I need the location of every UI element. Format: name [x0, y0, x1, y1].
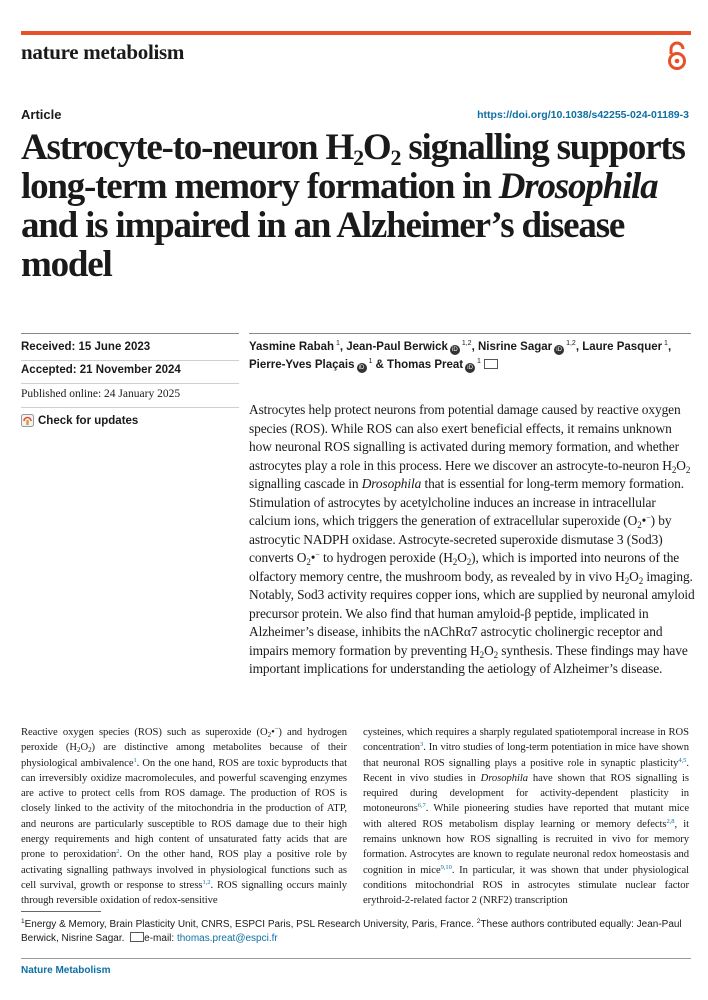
footer-journal[interactable]: Nature Metabolism: [21, 965, 111, 976]
affiliation-marker: 1: [334, 340, 340, 347]
orcid-icon[interactable]: iD: [357, 363, 367, 373]
divider: [21, 383, 239, 384]
journal-name[interactable]: nature metabolism: [21, 40, 185, 64]
author-name[interactable]: Thomas Preat: [387, 359, 464, 371]
doi-link[interactable]: https://doi.org/10.1038/s42255-024-01189-3: [477, 109, 689, 121]
header-accent-bar: [21, 31, 691, 35]
check-for-updates-button[interactable]: [21, 414, 138, 427]
author-name[interactable]: Pierre-Yves Plaçais: [249, 359, 355, 371]
email-icon: [130, 932, 144, 942]
author-list: Yasmine Rabah $^1$, Jean-Paul Berwick iD $^{1,2}$, Nisrine Sagar iD $^{1,2}$, Laure Pasquer $^1$, Pierre-Yves Plaçais iD $^1$ & Thomas Preat iD $^1$: [249, 340, 672, 371]
orcid-icon[interactable]: iD: [450, 345, 460, 355]
check-updates-icon: [21, 414, 34, 427]
affiliations-footnote: $^1$Energy & Memory, Brain Plasticity Unit, CNRS, ESPCI Paris, PSL Research University, Paris, France. $^2$These authors contributed equally: Jean-Paul Berwick, Nisrine Sagar. e-mail: thomas.preat@espci.fr: [21, 918, 682, 944]
divider: [21, 333, 239, 334]
email-link[interactable]: thomas.preat@espci.fr: [176, 933, 278, 944]
received-date: Received: 15 June 2023: [21, 341, 151, 353]
divider: [21, 407, 239, 408]
accepted-date: Accepted: 21 November 2024: [21, 364, 181, 376]
author-name[interactable]: Jean-Paul Berwick: [346, 341, 448, 353]
affiliation-marker: 1: [662, 340, 668, 347]
divider: [21, 360, 239, 361]
body-column-1: Reactive oxygen species (ROS) such as superoxide $(O_2•^-)$ and hydrogen peroxide $(H_2O_2)$ are distinctive among metabolites because of their physiological ambivalence$^1$. On the one hand, ROS are toxic byproducts that can irreversibly oxidize macromolecules, and powerful scavenging enzymes are active to protect cells from ROS damage. The production of ROS is closely linked to the activity of the mitochondria in the production of ATP, and neurons are particularly susceptible to ROS damage due to their high energy requirements and high content of unsaturated fatty acids that are prone to peroxidation$^2$. On the other hand, ROS play a positive role by activating signalling pathways involved in physiological functions such as cell survival, growth or response to stress$^{1,2}$. ROS signalling occurs mainly through reversible oxidation of redox-sensitive: [21, 726, 348, 907]
orcid-icon[interactable]: iD: [465, 363, 475, 373]
article-type: Article: [21, 107, 62, 122]
footnote-divider: [21, 911, 101, 912]
email-icon[interactable]: [484, 359, 498, 369]
affiliation-marker: 1: [475, 358, 481, 365]
author-name[interactable]: Laure Pasquer: [582, 341, 663, 353]
body-column-2: cysteines, which requires a sharply regulated spatiotemporal increase in ROS concentration$^3$. In vitro studies of long-term potentiation in mice have shown that neuronal ROS signalling plays a positive role in synaptic plasticity$^{4,5}$. Recent in vivo studies in Drosophila have shown that ROS signalling is required during development for activity-dependent plasticity in motoneurons$^{6,7}$. While pioneering studies have reported that mutant mice with altered ROS metabolism display learning or memory defects$^{2,8}$, it remains unknown how ROS signalling is recruited in vivo for memory formation. Astrocytes are known to regulate neuronal redox homeostasis and cognition in mice$^{9,10}$. In particular, it was shown that under physiological conditions mitochondrial ROS in astrocytes stimulate nuclear factor erythroid-2-related factor 2 (NRF2) transcription: [363, 727, 690, 907]
open-access-icon: [666, 41, 688, 71]
author-name[interactable]: Nisrine Sagar: [477, 341, 553, 353]
divider: [249, 333, 691, 334]
check-updates-label: Check for updates: [38, 414, 139, 427]
affiliation-marker: 1,2: [564, 340, 576, 347]
published-date: Published online: 24 January 2025: [21, 388, 181, 400]
footer-divider: [21, 958, 691, 959]
abstract: Astrocytes help protect neurons from potential damage caused by reactive oxygen species (ROS). While ROS can also exert beneficial effects, it remains unknown how neuronal ROS signalling is activated during memory formation, and whether astrocytes play a role in this process. Here we discover an astrocyte-to-neuron $H_2O_2$ signalling cascade in Drosophila that is essential for long-term memory formation. Stimulation of astrocytes by acetylcholine induces an increase in intracellular calcium ions, which triggers the generation of extracellular superoxide $(O_2•^-)$ by astrocytic NADPH oxidase. Astrocyte-secreted superoxide dismutase 3 (Sod3) converts $O_2•^-$ to hydrogen peroxide $(H_2O_2)$, which is imported into neurons of the olfactory memory centre, the mushroom body, as revealed by in vivo $H_2O_2$ imaging. Notably, Sod3 activity requires copper ions, which are supplied by neuronal amyloid precursor protein. We also find that human amyloid-β peptide, implicated in Alzheimer’s disease, inhibits the nAChRα7 astrocytic cholinergic receptor and impairs memory formation by preventing $H_2O_2$ synthesis. These findings may have important implications for understanding the aetiology of Alzheimer’s disease.: [249, 402, 695, 676]
affiliation-marker: 1,2: [459, 340, 472, 347]
article-title: Astrocyte-to-neuron $H_2O_2$ signalling supports long-term memory formation in Drosophila and is impaired in an Alzheimer’s disease model: [21, 127, 685, 285]
affiliation-marker: 1: [366, 358, 373, 365]
orcid-icon[interactable]: iD: [554, 345, 564, 355]
author-name[interactable]: Yasmine Rabah: [249, 341, 335, 353]
